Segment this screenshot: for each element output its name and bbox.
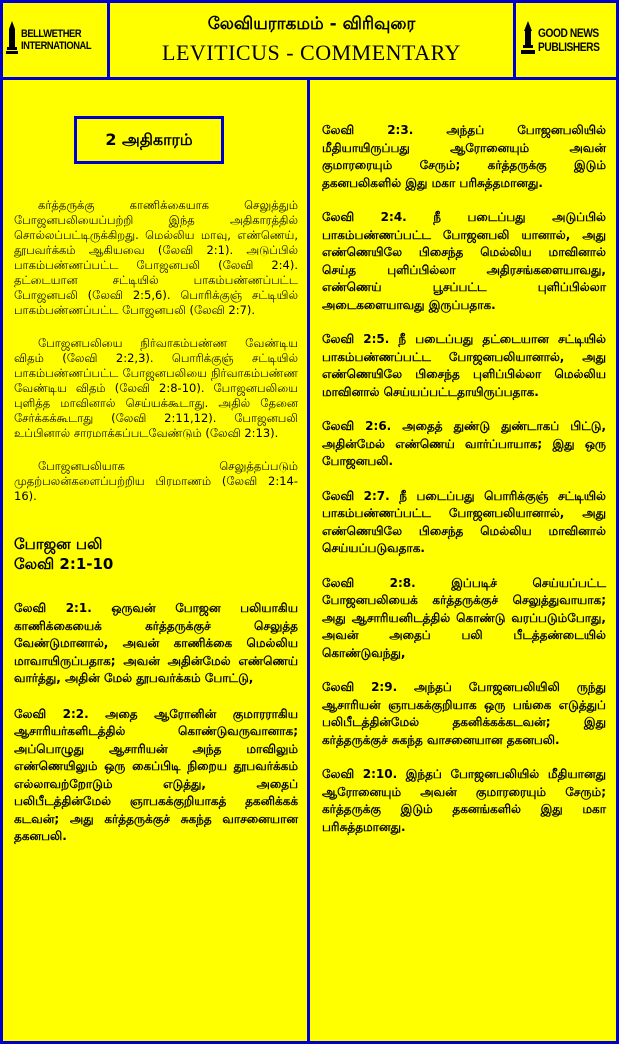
logo-line1: BELLWETHER bbox=[21, 28, 82, 40]
lamp-icon bbox=[6, 21, 18, 59]
verse: லேவி 2:9. அந்தப் போஜனபலியிலி ருந்து ஆசாரியன் ஞாபகக்குறியாக ஒரு பங்கை எடுத்துப் பலிபீடத்தின்மேல் தகனிக்கக்கடவன்; இது கர்த்தருக்குச் சுகந்த வாசனையான தகனபலி. bbox=[322, 680, 606, 747]
bellwether-logo bbox=[3, 3, 110, 77]
verse: லேவி 2:4. நீ படைப்பது அடுப்பில் பாகம்பண்ணப்பட்ட போஜனபலி யானால், அது எண்ணெயிலே பிசைந்த மெல்லிய மாவினால் செய்த புளிப்பில்லா அதிரசங்களையாவது, எண்ணெய் பூசப்பட்ட புளிப்பில்லா அடைகளையாவது இருப்பதாக. bbox=[322, 210, 606, 312]
page-header bbox=[3, 3, 616, 80]
lamp-icon bbox=[521, 21, 535, 59]
verse: லேவி 2:6. அதைத் துண்டு துண்டாகப் பிட்டு, அதின்மேல் எண்ணெய் வார்ப்பாயாக; இது ஒரு போஜனபலி. bbox=[322, 419, 606, 468]
good-news-logo bbox=[513, 3, 616, 77]
title-area bbox=[110, 3, 513, 77]
verse: லேவி 2:5. நீ படைப்பது தட்டையான சட்டியில் பாகம்பண்ணப்பட்ட போஜனபலியானால், அது எண்ணெயிலே பிசைந்த புளிப்பில்லா மெல்லிய மாவினால் செய்யப்பட்டதாயிருப்பதாக. bbox=[322, 332, 606, 399]
chapter-intro bbox=[14, 198, 298, 504]
right-column bbox=[322, 80, 606, 836]
verse: லேவி 2:8. இப்படிச் செய்யப்பட்ட போஜனபலியைக் கர்த்தருக்குச் செலுத்துவாயாக; அது ஆசாரியனிடத்தில் கொண்டு வரப்படும்போது, அவன் அதைப் பலி பீடத்தண்டையில் கொண்டுவந்து, bbox=[322, 575, 606, 660]
section-title: போஜன பலி bbox=[14, 535, 103, 553]
page-title-tamil: லேவியராகமம் - விரிவுரை bbox=[207, 14, 416, 34]
logo-line2: PUBLISHERS bbox=[538, 40, 600, 54]
column-divider bbox=[307, 77, 310, 1041]
verse: லேவி 2:1. ஒருவன் போஜன பலியாகிய காணிக்கையைக் கர்த்தருக்குச் செலுத்த வேண்டுமானால், அவன் காணிக்கை மெல்லிய மாவாயிருப்பதாக; அவன் அதின்மேல் எண்ணெய் வார்த்து, அதின் மேல் தூபவர்க்கம் போட்டு, bbox=[14, 601, 298, 685]
logo-line1: GOOD NEWS bbox=[538, 26, 600, 40]
left-column bbox=[14, 80, 298, 846]
intro-paragraph: கர்த்தருக்கு காணிக்கையாக செலுத்தும் போஜனபலியைப்பற்றி இந்த அதிகாரத்தில் சொல்லப்பட்டிருக்கிறது. மெல்லிய மாவு, எண்ணெய், தூபவர்க்கம் ஆகியவை (லேவி 2:1). அடுப்பில் பாகம்பண்ணப்பட்ட போஜனபலி (லேவி 2:4). தட்டையான சட்டியில் பாகம்பண்ணப்பட்ட போஜனபலி (லேவி 2:5,6). பொரிக்குஞ் சட்டியில் பாகம்பண்ணப்பட்ட போஜனபலி (லேவி 2:7). bbox=[14, 198, 298, 317]
logo-line2: INTERNATIONAL bbox=[21, 40, 92, 52]
intro-paragraph: போஜனபலியை நிர்வாகம்பண்ண வேண்டிய விதம் (லேவி 2:2,3). பொரிக்குஞ் சட்டியில் பாகம்பண்ணப்பட்ட போஜனபலியை நிர்வாகம்பண்ண வேண்டிய விதம் (லேவி 2:8-10). போஜனபலியை புளித்த மாவினால் செய்யக்கூடாது. அதில் தேனை சேர்க்கக்கூடாது (லேவி 2:11,12). போஜனபலி உப்பினால் சாரமாக்கப்படவேண்டும் (லேவி 2:13). bbox=[14, 336, 298, 440]
verse: லேவி 2:7. நீ படைப்பது பொரிக்குஞ் சட்டியில் பாகம்பண்ணப்பட்ட போஜனபலியானால், அது எண்ணெயிலே பிசைந்த மெல்லிய மாவினால் செய்யப்படுவதாக. bbox=[322, 488, 606, 555]
section-heading bbox=[14, 534, 298, 574]
verse: லேவி 2:10. இந்தப் போஜனபலியில் மீதியானது ஆரோனையும் அவன் குமாரரையும் சேரும்; கர்த்தருக்கு இடும் தகனங்களில் இது மகா பரிசுத்தமானது. bbox=[322, 767, 606, 834]
verse: லேவி 2:3. அந்தப் போஜனபலியில் மீதியாயிருப்பது ஆரோனையும் அவன் குமாரரையும் சேரும்; கர்த்தருக்கு இடும் தகனபலிகளில் இது மகா பரிசுத்தமானது. bbox=[322, 123, 606, 190]
section-reference: லேவி 2:1-10 bbox=[14, 555, 114, 573]
intro-paragraph: போஜனபலியாக செலுத்தப்படும் முதற்பலன்களைப்பற்றிய பிரமாணம் (லேவி 2:14-16). bbox=[14, 459, 298, 503]
page-title-english: LEVITICUS - COMMENTARY bbox=[162, 40, 461, 65]
verse: லேவி 2:2. அதை ஆரோனின் குமாரராகிய ஆசாரியர்களிடத்தில் கொண்டுவருவானாக; அப்பொழுது ஆசாரியன் அந்த மாவிலும் எண்ணெயிலும் ஒரு கைப்பிடி நிறைய தூபவர்க்கம் எல்லாவற்றோடும் எடுத்து, அதைப் பலிபீடத்தின்மேல் ஞாபகக்குறியாகத் தகனிக்கக் கடவன்; அது கர்த்தருக்குச் சுகந்த வாசனையான தகனபலி. bbox=[14, 706, 298, 843]
chapter-heading: 2 அதிகாரம் bbox=[74, 116, 224, 164]
